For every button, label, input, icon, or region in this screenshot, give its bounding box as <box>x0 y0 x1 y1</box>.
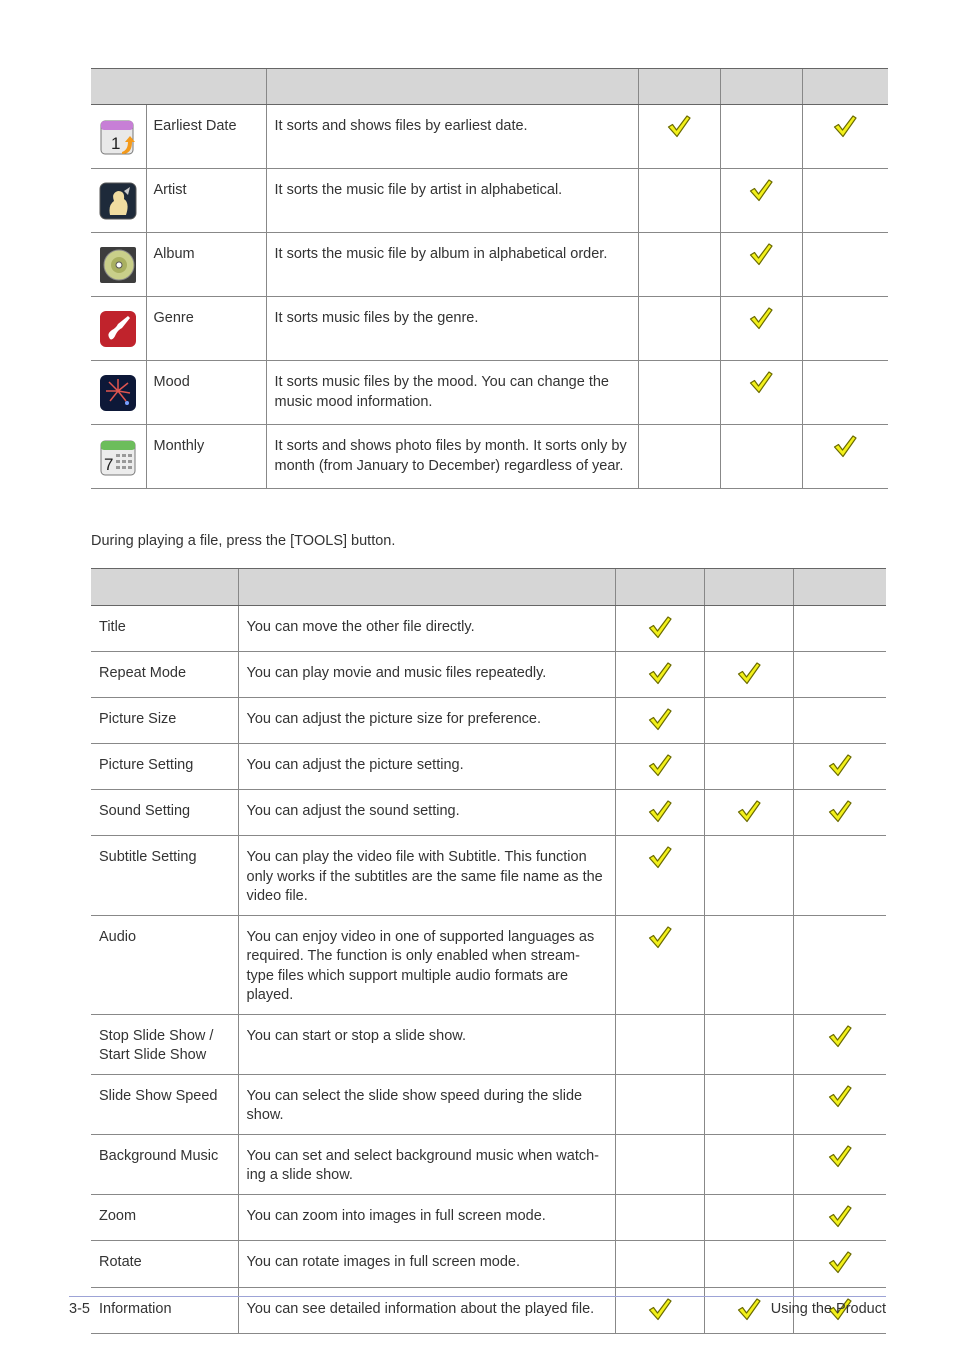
availability-cell <box>802 233 888 297</box>
checkmark-icon <box>827 1217 853 1233</box>
availability-cell <box>704 1014 793 1074</box>
row-icon-cell <box>91 105 146 169</box>
footer-divider <box>69 1296 886 1297</box>
availability-cell <box>793 652 886 698</box>
availability-cell <box>704 744 793 790</box>
option-label: Sound Setting <box>91 790 238 836</box>
availability-cell <box>802 169 888 233</box>
table-row <box>91 744 886 790</box>
table-row <box>91 915 886 1014</box>
availability-cell <box>802 105 888 169</box>
availability-cell <box>720 361 802 425</box>
option-description: It sorts music files by the genre. <box>266 297 638 361</box>
sort-options-table <box>91 68 888 489</box>
availability-cell <box>793 1014 886 1074</box>
availability-cell <box>793 744 886 790</box>
availability-cell <box>793 1240 886 1287</box>
table-row <box>91 698 886 744</box>
checkmark-icon <box>647 766 673 782</box>
option-description: It sorts music files by the mood. You can change the music mood information. <box>266 361 638 425</box>
option-description: You can enjoy video in one of supported languages as required. The function is only enabled when stream-type files which support multiple audio formats are played. <box>238 915 615 1014</box>
option-label: Earliest Date <box>146 105 266 169</box>
header-cell <box>802 69 888 105</box>
availability-cell <box>615 915 704 1014</box>
availability-cell <box>704 1134 793 1194</box>
guitar-icon <box>91 309 146 349</box>
option-description: You can start or stop a slide show. <box>238 1014 615 1074</box>
option-label: Information <box>91 1287 238 1333</box>
option-description: It sorts and shows photo files by month. It sorts only by month (from January to December) regardless of year. <box>266 425 638 489</box>
table-row <box>91 105 888 169</box>
tools-options-table <box>91 568 886 1334</box>
checkmark-icon <box>736 812 762 828</box>
availability-cell <box>720 233 802 297</box>
option-label: Repeat Mode <box>91 652 238 698</box>
header-cell <box>91 69 266 105</box>
option-label: Genre <box>146 297 266 361</box>
monthly-calendar-icon <box>91 436 146 478</box>
availability-cell <box>793 1134 886 1194</box>
option-label: Audio <box>91 915 238 1014</box>
album-cd-icon <box>91 245 146 285</box>
checkmark-icon <box>647 674 673 690</box>
checkmark-icon <box>827 1037 853 1053</box>
availability-cell <box>638 297 720 361</box>
artist-icon <box>91 181 146 221</box>
checkmark-icon <box>748 383 774 399</box>
availability-cell <box>704 836 793 916</box>
table-row <box>91 790 886 836</box>
table-row <box>91 1240 886 1287</box>
option-label: Picture Setting <box>91 744 238 790</box>
availability-cell <box>704 1240 793 1287</box>
availability-cell <box>615 1287 704 1333</box>
option-description: You can set and select background music when watch-ing a slide show. <box>238 1134 615 1194</box>
checkmark-icon <box>827 1097 853 1113</box>
option-description: You can rotate images in full screen mode. <box>238 1240 615 1287</box>
option-description: You can select the slide show speed during the slide show. <box>238 1074 615 1134</box>
availability-cell <box>802 361 888 425</box>
table-row <box>91 297 888 361</box>
checkmark-icon <box>832 447 858 463</box>
checkmark-icon <box>647 628 673 644</box>
availability-cell <box>720 105 802 169</box>
table-row <box>91 606 886 652</box>
option-description: You can see detailed information about the played file. <box>238 1287 615 1333</box>
option-description: It sorts and shows files by earliest date. <box>266 105 638 169</box>
row-icon-cell <box>91 425 146 489</box>
option-description: You can zoom into images in full screen mode. <box>238 1194 615 1240</box>
header-cell <box>266 69 638 105</box>
checkmark-icon <box>748 255 774 271</box>
table-row <box>91 425 888 489</box>
availability-cell <box>704 915 793 1014</box>
availability-cell <box>704 652 793 698</box>
option-description: You can play movie and music files repeatedly. <box>238 652 615 698</box>
option-description: It sorts the music file by album in alphabetical order. <box>266 233 638 297</box>
option-description: You can adjust the picture size for preference. <box>238 698 615 744</box>
checkmark-icon <box>827 766 853 782</box>
header-cell <box>615 569 704 606</box>
row-icon-cell <box>91 361 146 425</box>
checkmark-icon <box>827 1263 853 1279</box>
checkmark-icon <box>736 674 762 690</box>
table-row <box>91 1134 886 1194</box>
option-label: Monthly <box>146 425 266 489</box>
availability-cell <box>638 169 720 233</box>
header-cell <box>638 69 720 105</box>
availability-cell <box>704 790 793 836</box>
availability-cell <box>638 105 720 169</box>
option-description: You can adjust the sound setting. <box>238 790 615 836</box>
header-cell <box>238 569 615 606</box>
table-row <box>91 361 888 425</box>
section-title: Using the Product <box>770 1301 886 1317</box>
option-label: Artist <box>146 169 266 233</box>
checkmark-icon <box>647 720 673 736</box>
availability-cell <box>793 1074 886 1134</box>
availability-cell <box>638 425 720 489</box>
option-label: Stop Slide Show / Start Slide Show <box>91 1014 238 1074</box>
row-icon-cell <box>91 233 146 297</box>
availability-cell <box>720 297 802 361</box>
availability-cell <box>793 790 886 836</box>
availability-cell <box>615 1014 704 1074</box>
option-label: Picture Size <box>91 698 238 744</box>
table-row <box>91 836 886 916</box>
row-icon-cell <box>91 169 146 233</box>
availability-cell <box>704 606 793 652</box>
table-row <box>91 1074 886 1134</box>
availability-cell <box>793 1194 886 1240</box>
availability-cell <box>802 425 888 489</box>
availability-cell <box>615 790 704 836</box>
table-row <box>91 652 886 698</box>
availability-cell <box>638 361 720 425</box>
checkmark-icon <box>832 127 858 143</box>
option-description: It sorts the music file by artist in alphabetical. <box>266 169 638 233</box>
checkmark-icon <box>666 127 692 143</box>
checkmark-icon <box>827 812 853 828</box>
checkmark-icon <box>748 319 774 335</box>
header-cell <box>793 569 886 606</box>
checkmark-icon <box>647 1310 673 1326</box>
availability-cell <box>793 915 886 1014</box>
availability-cell <box>793 606 886 652</box>
checkmark-icon <box>736 1310 762 1326</box>
option-label: Slide Show Speed <box>91 1074 238 1134</box>
table-row <box>91 169 888 233</box>
calendar-earliest-icon <box>91 116 146 158</box>
option-description: You can adjust the picture setting. <box>238 744 615 790</box>
row-icon-cell <box>91 297 146 361</box>
availability-cell <box>615 606 704 652</box>
option-label: Title <box>91 606 238 652</box>
option-label: Mood <box>146 361 266 425</box>
availability-cell <box>793 698 886 744</box>
availability-cell <box>793 836 886 916</box>
option-description: You can play the video file with Subtitle. This function only works if the subtitles are the same file name as the video file. <box>238 836 615 916</box>
header-cell <box>91 569 238 606</box>
svg-text:1: 1 <box>111 133 121 153</box>
svg-text:7: 7 <box>104 454 114 474</box>
header-cell <box>704 569 793 606</box>
fireworks-icon <box>91 373 146 413</box>
option-label: Background Music <box>91 1134 238 1194</box>
table-row <box>91 1014 886 1074</box>
table-row <box>91 1287 886 1333</box>
availability-cell <box>615 744 704 790</box>
availability-cell <box>704 1194 793 1240</box>
table-header-row <box>91 569 886 606</box>
availability-cell <box>615 1134 704 1194</box>
availability-cell <box>704 1074 793 1134</box>
availability-cell <box>802 297 888 361</box>
availability-cell <box>615 652 704 698</box>
checkmark-icon <box>647 938 673 954</box>
checkmark-icon <box>647 858 673 874</box>
table-header-row <box>91 69 888 105</box>
availability-cell <box>615 1074 704 1134</box>
table-row <box>91 1194 886 1240</box>
availability-cell <box>720 169 802 233</box>
tools-instruction: During playing a file, press the [TOOLS] button. <box>91 533 396 549</box>
option-label: Album <box>146 233 266 297</box>
availability-cell <box>615 1240 704 1287</box>
checkmark-icon <box>748 191 774 207</box>
option-label: Zoom <box>91 1194 238 1240</box>
header-cell <box>720 69 802 105</box>
checkmark-icon <box>827 1157 853 1173</box>
availability-cell <box>704 698 793 744</box>
availability-cell <box>638 233 720 297</box>
availability-cell <box>615 698 704 744</box>
option-label: Subtitle Setting <box>91 836 238 916</box>
availability-cell <box>615 1194 704 1240</box>
checkmark-icon <box>647 812 673 828</box>
table-row <box>91 233 888 297</box>
page-number: 3-5 <box>69 1301 90 1317</box>
availability-cell <box>615 836 704 916</box>
availability-cell <box>720 425 802 489</box>
option-label: Rotate <box>91 1240 238 1287</box>
option-description: You can move the other file directly. <box>238 606 615 652</box>
